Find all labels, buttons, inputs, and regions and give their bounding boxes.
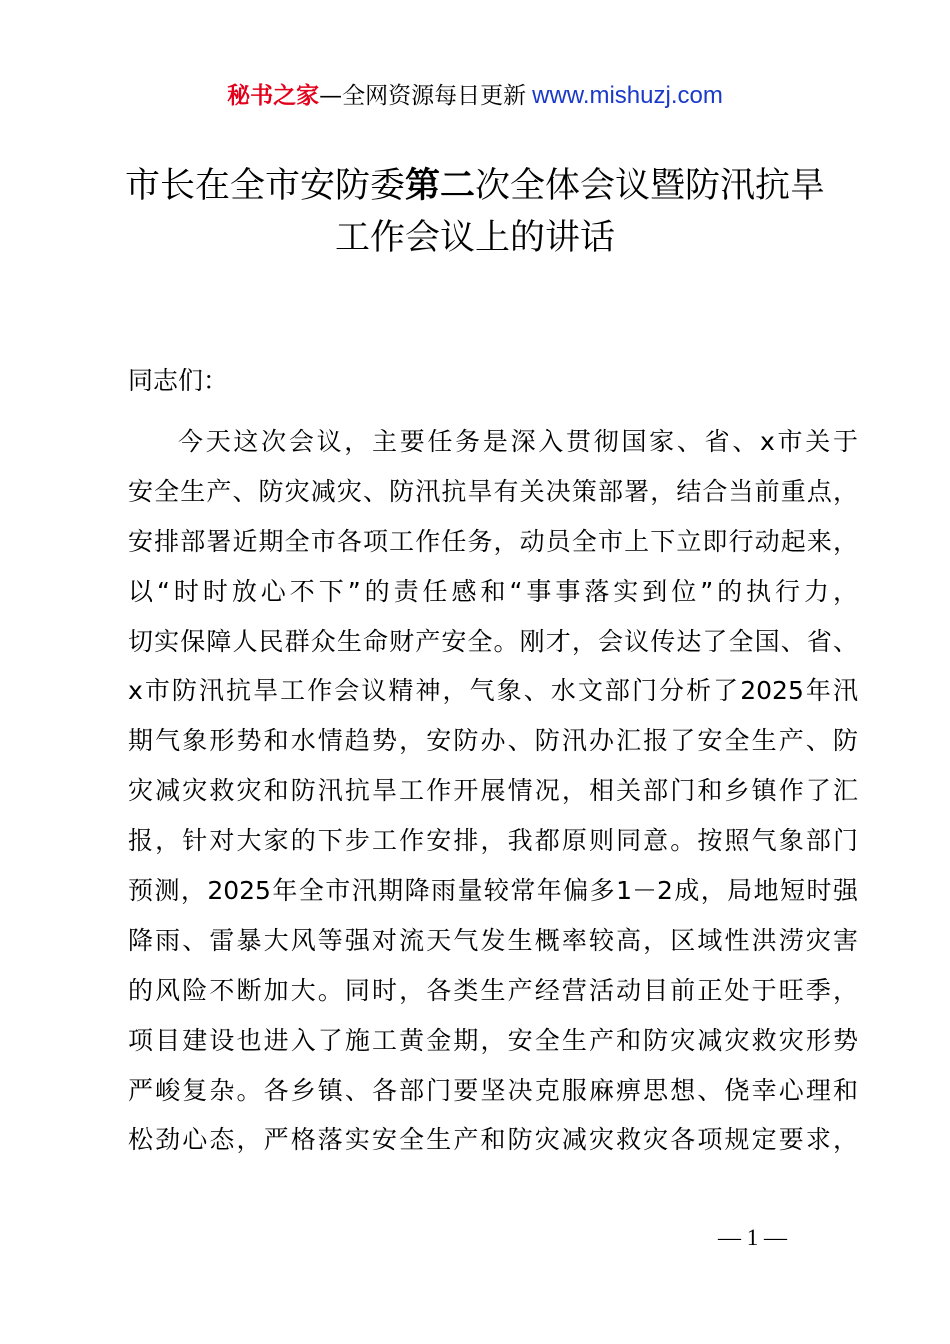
body-line: 安排部署近期全市各项工作任务，动员全市上下立即行动起来， <box>128 526 858 556</box>
site-header <box>0 80 950 112</box>
body-line: 切实保障人民群众生命财产安全。刚才，会议传达了全国、省、 <box>128 626 858 656</box>
greeting: 同志们： <box>128 366 229 395</box>
title-line-2: 工作会议上的讲话 <box>334 218 615 258</box>
body-line: 安全生产、防灾减灾、防汛抗旱有关决策部署，结合当前重点， <box>128 476 858 506</box>
body-line: 灾减灾救灾和防汛抗旱工作开展情况，相关部门和乡镇作了汇 <box>128 776 858 806</box>
body-line: 以“时时放心不下”的责任感和“事事落实到位”的执行力， <box>128 576 858 606</box>
body-line: 报，针对大家的下步工作安排，我都原则同意。按照气象部门 <box>128 826 858 856</box>
body-line: 期气象形势和水情趋势，安防办、防汛办汇报了安全生产、防 <box>128 726 858 756</box>
brand-name: 秘书之家 <box>227 83 320 109</box>
body-text <box>128 420 858 1168</box>
site-url-link[interactable]: www.mishuzj.com <box>532 82 723 109</box>
title-line-1 <box>0 160 950 212</box>
body-line: 今天这次会议，主要任务是深入贯彻国家、省、x市关于 <box>178 427 858 456</box>
body-line: 的风险不断加大。同时，各类生产经营活动目前正处于旺季， <box>128 975 858 1005</box>
document-title <box>0 160 950 264</box>
title-line-1-bold: 第二 <box>404 166 475 206</box>
body-line: x市防汛抗旱工作会议精神，气象、水文部门分析了2025年汛 <box>128 676 858 706</box>
title-line-1-pre: 市长在全市安防委 <box>124 166 405 206</box>
body-line: 松劲心态，严格落实安全生产和防灾减灾救灾各项规定要求， <box>128 1125 858 1155</box>
body-line: 严峻复杂。各乡镇、各部门要坚决克服麻痹思想、侥幸心理和 <box>128 1075 858 1105</box>
page-number: — 1 — <box>718 1225 787 1250</box>
title-line-1-post: 次全体会议暨防汛抗旱 <box>475 166 826 206</box>
header-slogan: —全网资源每日更新 <box>319 83 527 109</box>
body-line: 降雨、雷暴大风等强对流天气发生概率较高，区域性洪涝灾害 <box>128 925 858 955</box>
body-line: 预测，2025年全市汛期降雨量较常年偏多1－2成，局地短时强 <box>128 876 858 906</box>
body-line: 项目建设也进入了施工黄金期，安全生产和防灾减灾救灾形势 <box>128 1025 858 1055</box>
